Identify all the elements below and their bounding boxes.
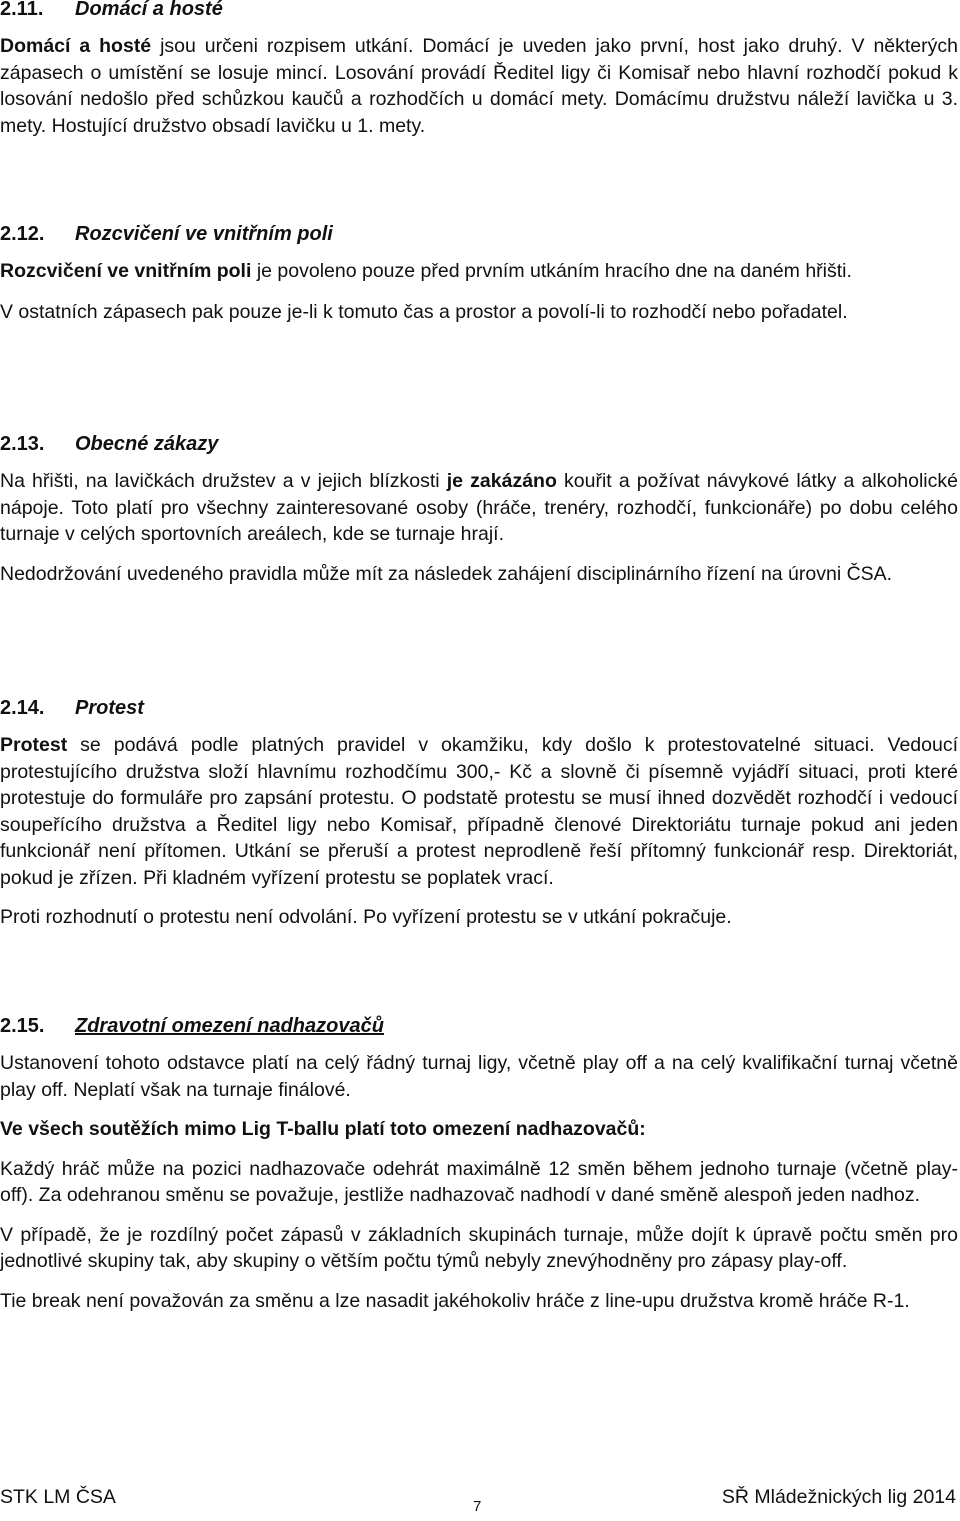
paragraph-text: jsou určeni rozpisem utkání. Domácí je uveden jako první, host jako druhý. V některých zápasech o umístění se losuje mincí. Losování provádí Ředitel ligy či Komisař nebo hlavní rozhodčí pokud k losování nedošlo před schůzkou kaučů a rozhodčích u domácí mety. Domácímu družstvu náleží lavička u 3. mety. Hostující družstvo obsadí lavičku u 1. mety. [0,35,958,137]
section-number: 2.14. [0,697,45,719]
section-2-14 [0,696,958,931]
section-number: 2.13. [0,433,45,455]
section-heading [0,222,958,246]
bold-sentence: Ve všech soutěžích mimo Lig T-ballu platí toto omezení nadhazovačů: [0,1118,646,1140]
section-2-13 [0,432,958,587]
bold-term: Domácí a hosté [0,35,152,57]
section-title: Obecné zákazy [75,433,219,455]
section-heading [0,432,958,456]
section-title: Domácí a hosté [75,0,223,20]
paragraph-text: kouřit a požívat návykové látky a alkoholické nápoje. Toto platí pro všechny zainteresované osoby (hráče, trenéry, rozhodčí, funkcionáře) po dobu celého turnaje v celých sportovních areálech, kde se turnaje hrají. [0,470,958,545]
paragraph: Nedodržování uvedeného pravidla může mít za následek zahájení disciplinárního řízení na úrovni ČSA. [0,562,893,585]
paragraph-text: Na hřišti, na lavičkách družstev a v jejich blízkosti [0,470,447,492]
footer-right: SŘ Mládežnických lig 2014 [721,1486,956,1508]
section-2-11 [0,0,958,139]
paragraph: V ostatních zápasech pak pouze je-li k tomuto čas a prostor a povolí-li to rozhodčí nebo pořadatel. [0,300,848,323]
paragraph [0,732,958,891]
section-heading [0,696,958,720]
section-heading [0,0,958,21]
section-number: 2.15. [0,1015,45,1037]
paragraph [0,468,958,548]
paragraph: Každý hráč může na pozici nadhazovače odehrát maximálně 12 směn během jednoho turnaje (včetně play-off). Za odehranou směnu se považuje, jestliže nadhazovač nadhodí v dané směně alespoň jeden nadhoz. [0,1157,958,1206]
section-title: Zdravotní omezení nadhazovačů [75,1015,384,1037]
paragraph [0,1116,958,1143]
section-2-15 [0,1014,958,1314]
paragraph-text: se podává podle platných pravidel v okamžiku, kdy došlo k protestovatelné situaci. Vedoucí protestujícího družstva složí hlavnímu rozhodčímu 300,- Kč a slovně či písemně vyjádří situaci, proti které protestuje do formuláře pro zapsání protestu. O podstatě protestu se musí ihned dozvědět rozhodčí i vedoucí soupeřícího družstva a Ředitel ligy nebo Komisař, případně členové Direktoriátu turnaje pokud ani jeden funkcionář není přítomen. Utkání se přeruší a protest neprodleně řeší přítomný funkcionář resp. Direktoriát, pokud je zřízen. Při kladném vyřízení protestu se poplatek vrací. [0,734,958,889]
bold-term: Protest [0,734,68,756]
bold-term: je zakázáno [446,470,557,492]
page-footer [0,1484,958,1515]
section-title: Rozcvičení ve vnitřním poli [75,223,333,245]
section-number: 2.11. [0,0,44,20]
paragraph [0,258,958,285]
paragraph: Ustanovení tohoto odstavce platí na celý řádný turnaj ligy, včetně play off a na celý kvalifikační turnaj včetně play off. Neplatí však na turnaje finálové. [0,1052,958,1101]
paragraph: V případě, že je rozdílný počet zápasů v základních skupinách turnaje, může dojít k úpravě počtu směn pro jednotlivé skupiny tak, aby skupiny o větším počtu týmů nebyly znevýhodněny pro zápasy play-off. [0,1223,958,1272]
page-number: 7 [473,1498,482,1515]
paragraph: Tie break není považován za směnu a lze nasadit jakéhokoliv hráče z line-upu družstva kromě hráče R-1. [0,1289,910,1312]
paragraph-text: je povoleno pouze před prvním utkáním hracího dne na daném hřišti. [251,260,852,282]
section-title: Protest [75,697,144,719]
section-heading [0,1014,958,1038]
bold-term: Rozcvičení ve vnitřním poli [0,260,252,282]
paragraph [0,33,958,139]
section-2-12 [0,222,958,325]
footer-left: STK LM ČSA [0,1486,116,1508]
section-number: 2.12. [0,223,45,245]
paragraph: Proti rozhodnutí o protestu není odvolání. Po vyřízení protestu se v utkání pokračuje. [0,906,732,928]
